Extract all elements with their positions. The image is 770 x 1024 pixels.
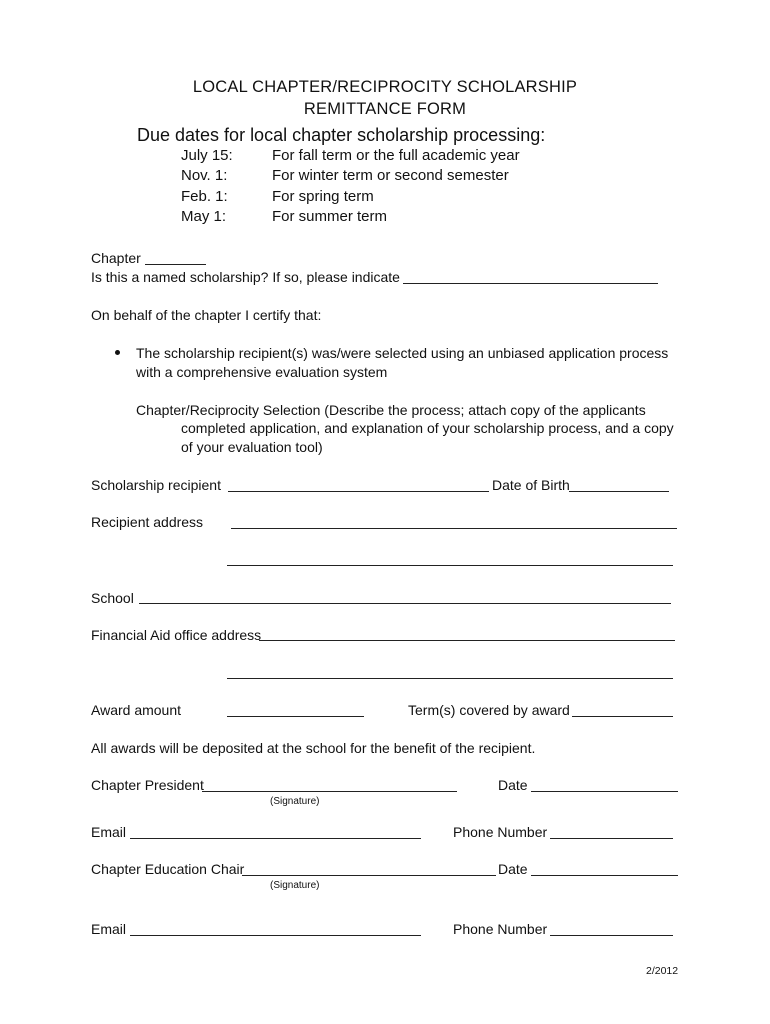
- due-desc-1: For winter term or second semester: [272, 167, 509, 184]
- address-field-line1[interactable]: [231, 528, 677, 529]
- finaid-field-line2[interactable]: [227, 678, 673, 679]
- chapter-field[interactable]: [145, 264, 206, 265]
- due-desc-0: For fall term or the full academic year: [272, 147, 520, 164]
- terms-label: Term(s) covered by award: [408, 702, 570, 718]
- email2-label: Email: [91, 921, 127, 937]
- finaid-field-line1[interactable]: [259, 640, 675, 641]
- due-date-0: July 15:: [181, 147, 233, 164]
- email-field[interactable]: [130, 838, 421, 839]
- bullet-text-line1: The scholarship recipient(s) was/were selected using an unbiased application process: [136, 345, 669, 361]
- school-field[interactable]: [139, 603, 671, 604]
- form-title-line1: LOCAL CHAPTER/RECIPROCITY SCHOLARSHIP: [192, 78, 578, 96]
- due-dates-heading: Due dates for local chapter scholarship processing:: [137, 125, 546, 145]
- named-scholarship-label: Is this a named scholarship? If so, please indicate: [91, 269, 400, 285]
- phone2-field[interactable]: [550, 935, 673, 936]
- edu-chair-date-label: Date: [498, 861, 528, 877]
- dob-field[interactable]: [569, 491, 669, 492]
- president-signature-note: (Signature): [270, 796, 320, 807]
- due-desc-2: For spring term: [272, 188, 374, 205]
- chapter-label: Chapter: [91, 250, 141, 266]
- recipient-label: Scholarship recipient: [91, 477, 221, 493]
- email-label: Email: [91, 824, 127, 840]
- edu-chair-signature-field[interactable]: [242, 875, 496, 876]
- selection-text-line1: Chapter/Reciprocity Selection (Describe the process; attach copy of the applicants: [136, 402, 646, 418]
- president-label: Chapter President: [91, 777, 204, 793]
- form-title-line2: REMITTANCE FORM: [303, 100, 467, 118]
- president-date-label: Date: [498, 777, 528, 793]
- president-signature-field[interactable]: [202, 791, 457, 792]
- terms-field[interactable]: [572, 716, 673, 717]
- selection-text-line3: of your evaluation tool): [181, 439, 323, 455]
- bullet-text-line2: with a comprehensive evaluation system: [136, 364, 388, 380]
- award-field[interactable]: [227, 716, 364, 717]
- certify-label: On behalf of the chapter I certify that:: [91, 307, 322, 323]
- selection-text-line2: completed application, and explanation of your scholarship process, and a copy: [181, 420, 674, 436]
- due-date-1: Nov. 1:: [181, 167, 228, 184]
- revision-date: 2/2012: [646, 965, 679, 977]
- dob-label: Date of Birth: [492, 477, 570, 493]
- email2-field[interactable]: [130, 935, 421, 936]
- phone2-label: Phone Number: [453, 921, 548, 937]
- edu-chair-signature-note: (Signature): [270, 880, 320, 891]
- due-date-3: May 1:: [181, 208, 227, 225]
- phone-field[interactable]: [550, 838, 673, 839]
- deposit-note: All awards will be deposited at the school for the benefit of the recipient.: [91, 740, 536, 756]
- finaid-label: Financial Aid office address: [91, 627, 262, 643]
- bullet-icon: [115, 350, 120, 355]
- edu-chair-date-field[interactable]: [531, 875, 678, 876]
- award-label: Award amount: [91, 702, 182, 718]
- due-date-2: Feb. 1:: [181, 188, 228, 205]
- address-field-line2[interactable]: [227, 565, 673, 566]
- due-desc-3: For summer term: [272, 208, 388, 225]
- address-label: Recipient address: [91, 514, 204, 530]
- edu-chair-label: Chapter Education Chair: [91, 861, 245, 877]
- recipient-field[interactable]: [228, 491, 489, 492]
- phone-label: Phone Number: [453, 824, 548, 840]
- named-scholarship-field[interactable]: [403, 283, 658, 284]
- president-date-field[interactable]: [531, 791, 678, 792]
- school-label: School: [91, 590, 134, 606]
